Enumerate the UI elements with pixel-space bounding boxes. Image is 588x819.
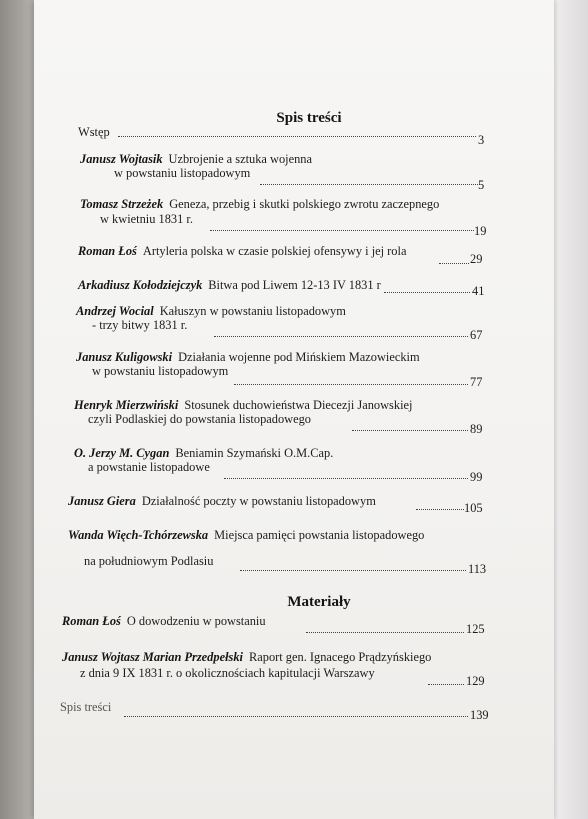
page-number: 41 — [472, 284, 485, 298]
page-number: 129 — [466, 674, 485, 688]
dot-leader — [352, 430, 468, 431]
entry-author: Janusz Giera — [68, 494, 136, 508]
entry-author: Andrzej Wocial — [76, 304, 154, 318]
section-title-materials: Materiały — [287, 594, 351, 610]
entry-title: Uzbrojenie a sztuka wojenna — [168, 152, 312, 166]
entry-title: Spis treści — [60, 700, 112, 714]
entry-author: Janusz Wojtasz Marian Przedpełski — [62, 650, 243, 664]
dot-leader — [260, 184, 480, 185]
entry-title: Geneza, przebig i skutki polskiego zwrotu zaczepnego — [169, 197, 440, 211]
dot-leader — [416, 509, 464, 510]
entry-title-cont: z dnia 9 IX 1831 r. o okolicznościach kapitulacji Warszawy — [80, 666, 375, 680]
entry-title-cont: a powstanie listopadowe — [88, 460, 210, 474]
book-page — [34, 0, 554, 819]
page-number: 89 — [470, 422, 483, 436]
background-right — [554, 0, 588, 819]
dot-leader — [240, 570, 466, 571]
page-number: 113 — [468, 562, 487, 576]
entry-title-cont: - trzy bitwy 1831 r. — [92, 318, 188, 332]
entry-author: Wanda Więch-Tchórzewska — [68, 528, 209, 542]
entry-author: Roman Łoś — [62, 614, 121, 628]
page-number: 139 — [470, 708, 489, 722]
dot-leader — [384, 292, 470, 293]
dot-leader — [439, 263, 469, 264]
dot-leader — [118, 136, 476, 137]
entry-author: Tomasz Strzeżek — [80, 197, 164, 211]
page-number: 125 — [466, 622, 485, 636]
dot-leader — [234, 384, 468, 385]
entry-title-cont: w powstaniu listopadowym — [114, 166, 251, 180]
entry-author: Janusz Wojtasik — [80, 152, 163, 166]
entry-author: Roman Łoś — [78, 244, 137, 258]
entry-title: Stosunek duchowieństwa Diecezji Janowskiej — [184, 398, 413, 412]
entry-title: Miejsca pamięci powstania listopadowego — [214, 528, 425, 542]
page-number: 105 — [464, 501, 483, 515]
page-number: 99 — [470, 470, 483, 484]
entry-author: O. Jerzy M. Cygan — [74, 446, 170, 460]
entry-title: Działania wojenne pod Mińskiem Mazowieckim — [178, 350, 420, 364]
dot-leader — [124, 716, 468, 717]
page-number: 29 — [470, 252, 483, 266]
entry-title: Bitwa pod Liwem 12-13 IV 1831 r — [208, 278, 381, 292]
dot-leader — [210, 230, 474, 231]
page-number: 77 — [470, 375, 483, 389]
entry-title: Działalność poczty w powstaniu listopadowym — [141, 494, 376, 508]
entry-title-cont: czyli Podlaskiej do powstania listopadowego — [88, 412, 311, 426]
entry-title: O dowodzeniu w powstaniu — [126, 614, 266, 628]
dot-leader — [214, 336, 468, 337]
entry-title: Raport gen. Ignacego Prądzyńskiego — [248, 650, 432, 664]
entry-title-cont: w powstaniu listopadowym — [92, 364, 229, 378]
dot-leader — [428, 684, 464, 685]
entry-title: Beniamin Szymański O.M.Cap. — [175, 446, 334, 460]
entry-title: Artyleria polska w czasie polskiej ofensywy i jej rola — [142, 244, 407, 258]
page-number: 5 — [478, 178, 485, 192]
entry-author: Janusz Kuligowski — [76, 350, 173, 364]
entry-author: Henryk Mierzwiński — [74, 398, 179, 412]
entry-title: Wstęp — [78, 125, 110, 139]
entry-title-cont: w kwietniu 1831 r. — [100, 212, 193, 226]
page-number: 3 — [478, 133, 485, 147]
page-number: 19 — [474, 224, 487, 238]
dot-leader — [306, 632, 464, 633]
entry-title-cont: na południowym Podlasiu — [84, 554, 214, 568]
page-number: 67 — [470, 328, 483, 342]
dot-leader — [224, 478, 468, 479]
entry-author: Arkadiusz Kołodziejczyk — [78, 278, 203, 292]
toc-title: Spis treści — [276, 110, 342, 126]
entry-title: Kałuszyn w powstaniu listopadowym — [159, 304, 346, 318]
